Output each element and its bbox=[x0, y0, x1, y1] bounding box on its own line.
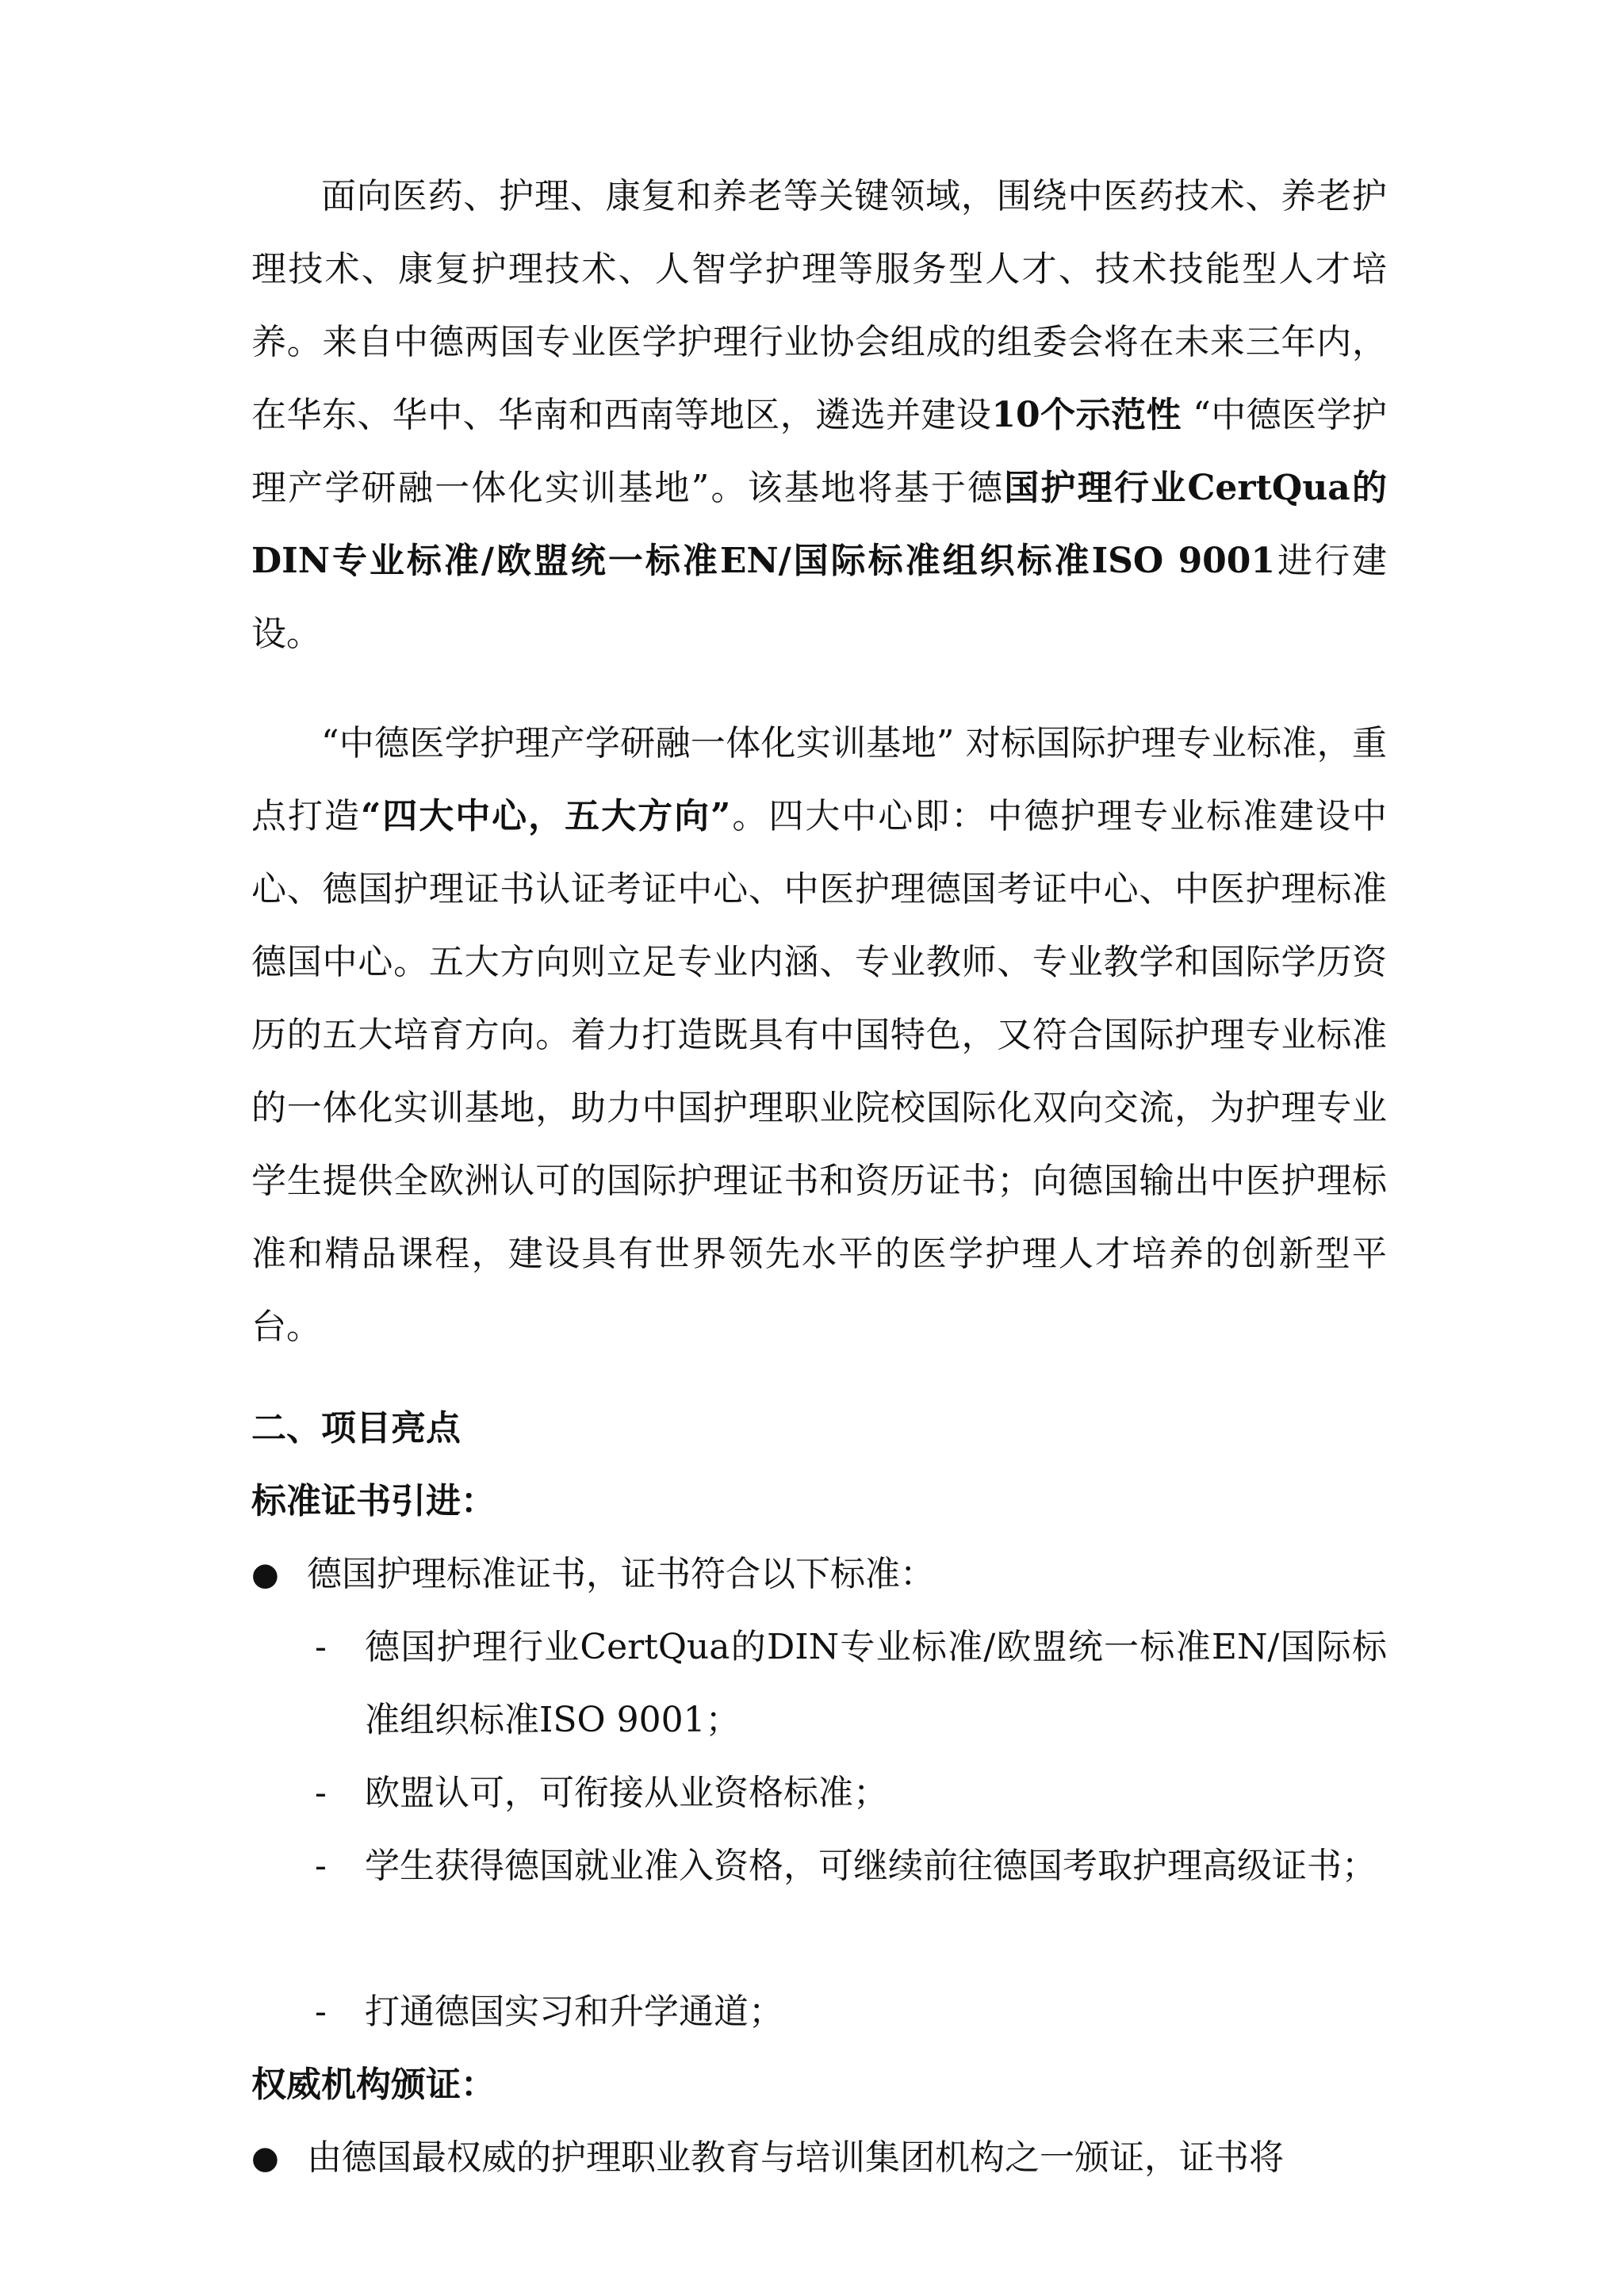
bullet-text: 德国护理标准证书，证书符合以下标准： bbox=[307, 1554, 935, 1594]
intro-text-3: 进行建设。 bbox=[251, 541, 1387, 654]
dash-text: 学生获得德国就业准入资格，可继续前往德国考取护理高级证书； bbox=[365, 1846, 1377, 1886]
intro-text-2: “中德医学护理产学研融一体化实训基地”。该基地将基于德 bbox=[251, 395, 1388, 508]
bullet-icon: ● bbox=[251, 2140, 279, 2176]
base-emphasis-centers: “四大中心，五大方向” bbox=[360, 796, 731, 836]
dash-text: 打通德国实习和升学通道； bbox=[365, 1992, 783, 2032]
dash-text: 欧盟认可，可衔接从业资格标准； bbox=[365, 1773, 888, 1813]
dash-item bbox=[315, 1757, 1387, 1830]
intro-emphasis-standards: 国护理行业CertQua的DIN专业标准/欧盟统一标准EN/国际标准组织标准ISO 9001 bbox=[251, 468, 1387, 581]
base-text-1: “中德医学护理产学研融一体化实训基地” 对标国际护理专业标准，重点打造 bbox=[251, 723, 1387, 836]
subsection-title-standards: 标准证书引进： bbox=[251, 1481, 496, 1521]
section-heading: 二、项目亮点 bbox=[251, 1408, 461, 1448]
dash-icon: - bbox=[315, 1627, 327, 1667]
dash-item bbox=[315, 1976, 1387, 2049]
intro-emphasis-count: 10个示范性 bbox=[991, 395, 1182, 435]
intro-paragraph bbox=[251, 160, 1387, 671]
bullet-icon: ● bbox=[251, 1556, 279, 1593]
base-text-2: 。四大中心即：中德护理专业标准建设中心、德国护理证书认证考证中心、中医护理德国考证中心、中医护理标准德国中心。五大方向则立足专业内涵、专业教师、专业教学和国际学历资历的五大培育方向。着力打造既具有中国特色，又符合国际护理专业标准的一体化实训基地，助力中国护理职业院校国际化双向交流，为护理专业学生提供全欧洲认可的国际护理证书和资历证书；向德国输出中医护理标准和精品课程，建设具有世界领先水平的医学护理人才培养的创新型平台。 bbox=[251, 796, 1388, 1347]
subsection-title-authority: 权威机构颁证： bbox=[251, 2064, 496, 2105]
dash-item bbox=[315, 1830, 1387, 1976]
dash-item bbox=[315, 1611, 1387, 1757]
dash-icon: - bbox=[315, 1773, 327, 1813]
bullet-text: 由德国最权威的护理职业教育与培训集团机构之一颁证，证书将 bbox=[307, 2137, 1284, 2178]
bullet-item bbox=[251, 2122, 1387, 2195]
dash-text: 德国护理行业CertQua的DIN专业标准/欧盟统一标准EN/国际标准组织标准ISO 9001； bbox=[365, 1627, 1387, 1740]
intro-text-1: 面向医药、护理、康复和养老等关键领域，围绕中医药技术、养老护理技术、康复护理技术、人智学护理等服务型人才、技术技能型人才培养。来自中德两国专业医学护理行业协会组成的组委会将在未来三年内，在华东、华中、华南和西南等地区，遴选并建设 bbox=[251, 176, 1387, 435]
base-description-paragraph bbox=[251, 707, 1387, 1364]
dash-icon: - bbox=[315, 1992, 327, 2032]
bullet-item bbox=[251, 1538, 1387, 1611]
dash-icon: - bbox=[315, 1846, 327, 1886]
